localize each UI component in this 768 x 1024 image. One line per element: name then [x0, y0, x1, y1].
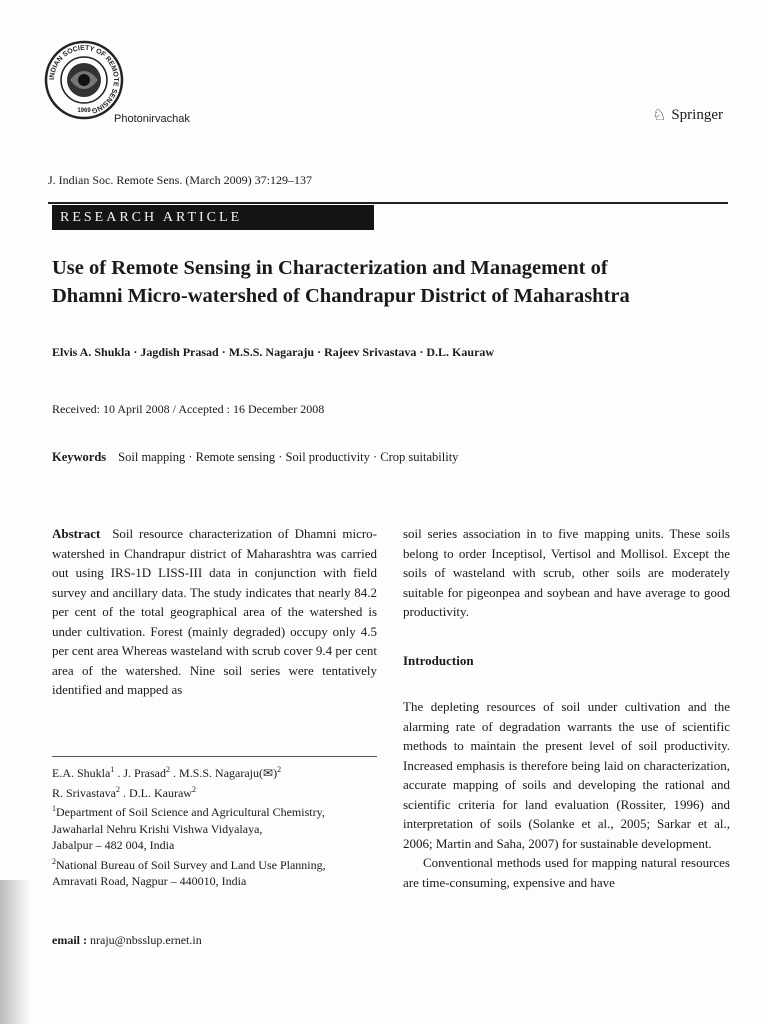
envelope-icon: ✉ [263, 766, 274, 780]
seal-year: 1969 [77, 108, 91, 114]
seal-text: INDIAN SOCIETY OF REMOTE SENSING [48, 44, 120, 114]
springer-label: Springer [671, 106, 724, 123]
affil-city-1: Jabalpur – 482 004, India [52, 838, 175, 852]
abstract-column [52, 524, 377, 700]
right-column [403, 524, 730, 892]
banner-rule [48, 202, 728, 204]
springer-logo [652, 105, 723, 125]
author-affiliations [52, 762, 382, 890]
introduction-paragraph-1: The depleting resources of soil under cultivation and the alarming rate of degradation warrants the use of scientific methods to maintain the present level of soil productivity. Increased emphasis is therefore being laid on characterization, accurate mapping of soils and developing the rational and scientific criteria for land evaluation (Rossiter, 1996) and interpretation of soils (Solanke et al., 2005; Sarkar et al., 2006; Martin and Saha, 2007) for sustainable development. [403, 699, 730, 851]
publisher-name: Photonirvachak [114, 113, 190, 125]
journal-citation: J. Indian Soc. Remote Sens. (March 2009) 37:129–137 [48, 173, 312, 187]
abstract-text: Soil resource characterization of Dhamni micro-watershed in Chandrapur district of Maharashtra was carried out using IRS-1D LISS-III data in conjunction with field survey and ancillary data. The study indicates that nearly 84.2 per cent of the total geographical area of the watershed is under cultivation. Forest (mainly degraded) occupy only 4.5 per cent area Whereas wasteland with scrub cover 9.4 per cent area of the watershed. Nine soil series were tentatively identified and mapped as [52, 526, 378, 697]
article-type-banner: RESEARCH ARTICLE [52, 205, 374, 230]
affil-university: Jawaharlal Nehru Krishi Vishwa Vidyalaya, [52, 821, 263, 836]
footnote-rule [52, 756, 377, 757]
abstract-label: Abstract [52, 526, 101, 541]
affil-authors-line-2: R. Srivastava$^2$ . D.L. Kauraw$^2$ [52, 784, 196, 800]
keywords-label: Keywords [52, 450, 107, 464]
received-accepted-dates: Received: 10 April 2008 / Accepted : 16 December 2008 [52, 402, 325, 416]
keywords [52, 450, 458, 465]
springer-horse-icon: ♘ [652, 107, 667, 124]
affil-city-2: Amravati Road, Nagpur – 440010, India [52, 874, 247, 888]
title-line-2: Dhamni Micro-watershed of Chandrapur District of Maharashtra [52, 285, 630, 307]
article-title [52, 254, 752, 310]
introduction-paragraph-2: Conventional methods used for mapping natural resources are time-consuming, expensive and have [403, 855, 730, 890]
abstract-continued: soil series association in to five mapping units. These soils belong to order Inceptisol, Vertisol and Mollisol. Except the soils of wasteland with scrub, other soils are moderately suitable for pigeonpea and soybean and have average to good productivity. [403, 526, 730, 619]
affil-bureau: $^2$National Bureau of Soil Survey and Land Use Planning, [52, 856, 326, 872]
corresponding-email [52, 933, 202, 948]
affil-department: $^1$Department of Soil Science and Agricultural Chemistry, [52, 804, 325, 819]
author-list: Elvis A. Shukla · Jagdish Prasad · M.S.S. Nagaraju · Rajeev Srivastava · D.L. Kauraw [52, 345, 495, 359]
introduction-heading: Introduction [403, 652, 474, 668]
email-label: email : [52, 933, 87, 947]
society-seal-logo [44, 40, 124, 120]
title-line-1: Use of Remote Sensing in Characterization and Management of [52, 257, 608, 279]
email-address: nraju@nbsslup.ernet.in [87, 933, 202, 947]
scan-edge-shadow [0, 880, 30, 1024]
affil-authors-line-1: E.A. Shukla$^1$ . J. Prasad$^2$ . M.S.S. Nagaraju(✉)$^2$ [52, 765, 282, 780]
keywords-text: Soil mapping · Remote sensing · Soil productivity · Crop suitability [118, 450, 459, 464]
